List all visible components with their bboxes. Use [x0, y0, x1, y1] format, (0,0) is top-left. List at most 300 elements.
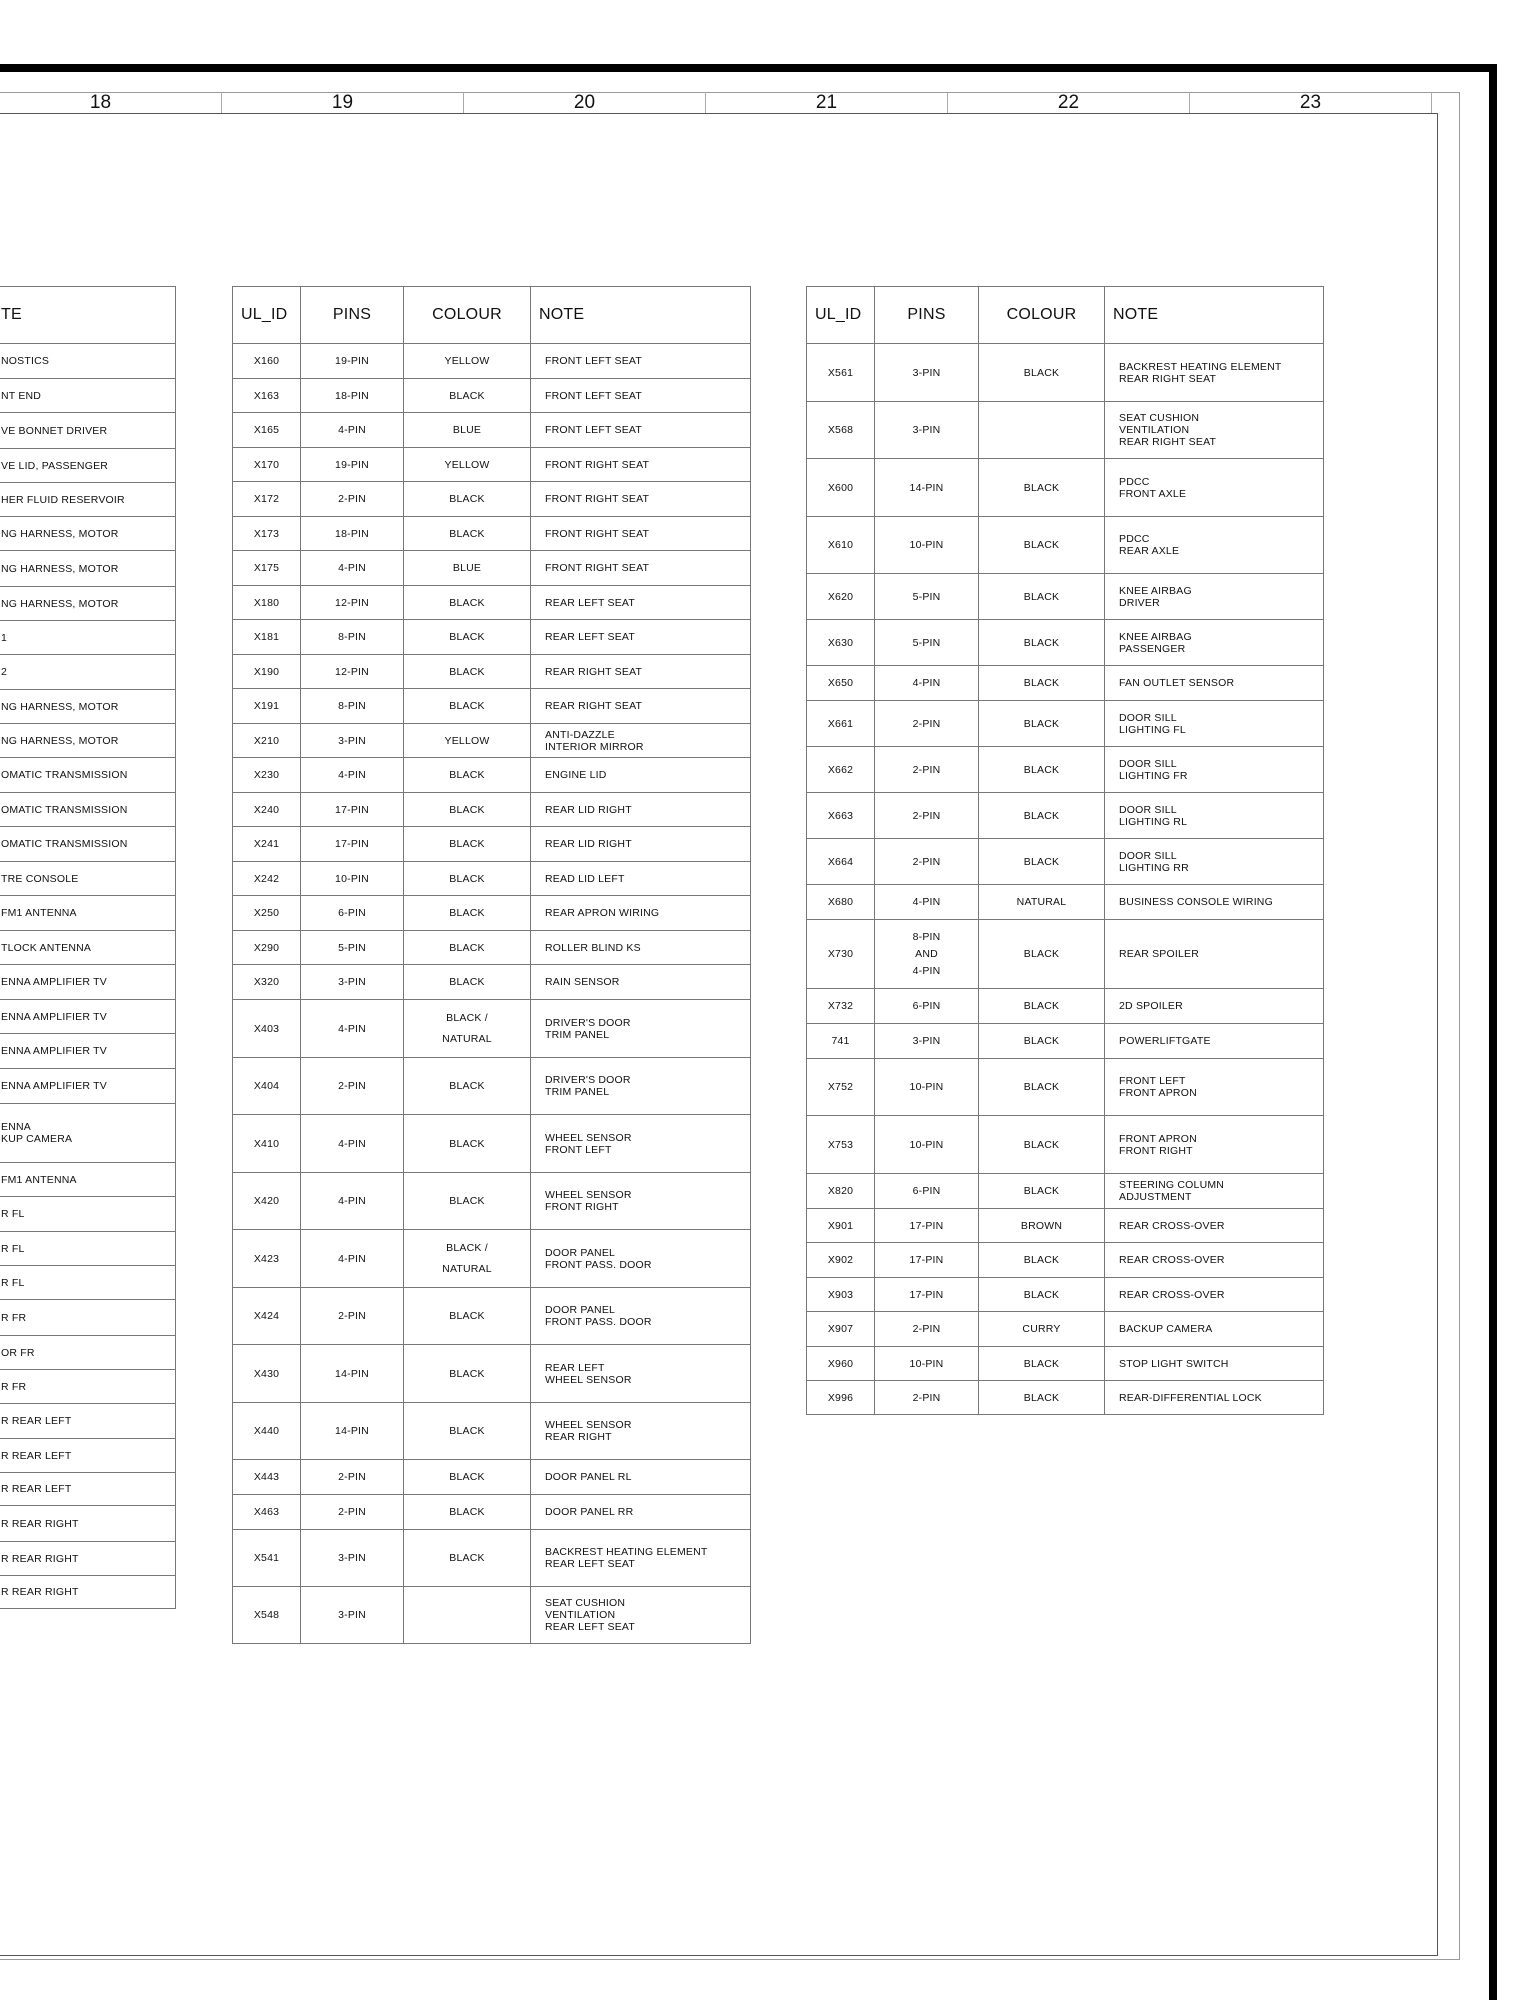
pins-cell: 2-PIN: [301, 1460, 404, 1495]
ul-id-cell: X662: [807, 747, 875, 793]
colour-cell: BLACK: [979, 517, 1105, 574]
table-row: [233, 1115, 751, 1173]
grid-column-number: 19: [222, 92, 464, 113]
pins-cell: 14-PIN: [875, 459, 979, 517]
ul-id-cell: X250: [233, 896, 301, 931]
cell-text-line: NATURAL: [442, 1032, 492, 1045]
table-row: [233, 1000, 751, 1058]
cell-text-line: R FR: [1, 1380, 27, 1393]
grid-column-number: 22: [948, 92, 1190, 113]
cell-text-line: ROLLER BLIND KS: [545, 941, 641, 954]
cell-text-line: DOOR PANEL RL: [545, 1471, 632, 1483]
ul-id-cell: X440: [233, 1403, 301, 1460]
note-cell: [531, 655, 751, 689]
grid-column-number: 21: [706, 92, 948, 113]
ul-id-cell: X163: [233, 379, 301, 413]
pins-cell: 5-PIN: [875, 620, 979, 666]
note-cell: [0, 758, 176, 793]
note-cell: [531, 862, 751, 896]
table-row: [233, 1058, 751, 1115]
note-cell: [0, 793, 176, 827]
table-row: [807, 1024, 1324, 1059]
pins-cell: 4-PIN: [301, 551, 404, 586]
table-row: [807, 1209, 1324, 1243]
colour-cell: CURRY: [979, 1312, 1105, 1347]
table-row: [0, 413, 176, 449]
note-cell: [0, 587, 176, 621]
table-row: [233, 1173, 751, 1230]
note-cell: [531, 724, 751, 758]
colour-cell: BLACK: [979, 1381, 1105, 1415]
cell-text-line: DOOR PANEL: [545, 1246, 616, 1259]
colour-cell: YELLOW: [404, 448, 531, 482]
cell-text-line: DOOR SILL: [1119, 757, 1177, 770]
connector-table-middle: [232, 286, 751, 1644]
table-row: [807, 885, 1324, 920]
pins-cell: 2-PIN: [301, 1058, 404, 1115]
grid-ruler: [0, 92, 1432, 113]
table-row: [807, 920, 1324, 989]
colour-cell: [404, 1230, 531, 1288]
cell-text-line: NOSTICS: [1, 355, 50, 367]
table-row: [233, 689, 751, 724]
cell-text-line: REAR AXLE: [1119, 545, 1180, 557]
table-row: [0, 344, 176, 379]
pins-cell: 18-PIN: [301, 517, 404, 551]
cell-text-line: STOP LIGHT SWITCH: [1119, 1357, 1229, 1370]
note-cell: [531, 931, 751, 965]
note-cell: [531, 620, 751, 655]
ul-id-cell: X170: [233, 448, 301, 482]
pins-cell: 12-PIN: [301, 655, 404, 689]
cell-text-line: FRONT APRON: [1119, 1087, 1197, 1099]
note-cell: [0, 1506, 176, 1542]
colour-cell: [979, 402, 1105, 459]
ul-id-cell: X820: [807, 1174, 875, 1209]
pins-cell: 4-PIN: [301, 1000, 404, 1058]
ul-id-cell: X548: [233, 1587, 301, 1644]
table-row: [0, 1506, 176, 1542]
cell-text-line: TLOCK ANTENNA: [1, 941, 92, 954]
ul-id-cell: X600: [807, 459, 875, 517]
table-row: [807, 517, 1324, 574]
colour-cell: BLACK: [404, 586, 531, 620]
colour-cell: BLACK: [979, 574, 1105, 620]
pins-cell: 8-PIN: [301, 620, 404, 655]
table-row: [807, 620, 1324, 666]
note-cell: [0, 1576, 176, 1609]
table-row: [233, 1587, 751, 1644]
note-cell: [0, 896, 176, 931]
ul-id-cell: X242: [233, 862, 301, 896]
pins-cell: 2-PIN: [875, 839, 979, 885]
table-row: [0, 1439, 176, 1473]
pins-cell: 4-PIN: [875, 885, 979, 920]
table-row: [807, 574, 1324, 620]
cell-text-line: FRONT RIGHT SEAT: [545, 562, 650, 574]
table-row: [0, 793, 176, 827]
pins-cell: 5-PIN: [875, 574, 979, 620]
cell-text-line: POWERLIFTGATE: [1119, 1035, 1211, 1047]
colour-cell: BLACK: [404, 1115, 531, 1173]
colour-cell: BLACK: [979, 1174, 1105, 1209]
ul-id-cell: X165: [233, 413, 301, 448]
table-row: [0, 621, 176, 655]
cell-text-line: ADJUSTMENT: [1119, 1191, 1192, 1203]
cell-text-line: TRIM PANEL: [545, 1028, 610, 1041]
cell-text-line: PDCC: [1119, 475, 1150, 488]
ul-id-cell: X960: [807, 1347, 875, 1381]
cell-text-line: R REAR RIGHT: [1, 1586, 79, 1598]
note-cell: [1105, 1209, 1324, 1243]
pins-cell: 2-PIN: [875, 701, 979, 747]
cell-text-line: R REAR LEFT: [1, 1449, 72, 1462]
cell-text-line: ENNA AMPLIFIER TV: [1, 976, 107, 988]
pins-cell: 10-PIN: [875, 1059, 979, 1116]
ul-id-cell: X320: [233, 965, 301, 1000]
note-cell: [1105, 885, 1324, 920]
cell-text-line: RAIN SENSOR: [545, 976, 620, 988]
note-cell: [531, 689, 751, 724]
table-row: [807, 1312, 1324, 1347]
ul-id-cell: X175: [233, 551, 301, 586]
colour-cell: BLACK: [404, 793, 531, 827]
cell-text-line: REAR SPOILER: [1119, 948, 1200, 960]
colour-cell: BROWN: [979, 1209, 1105, 1243]
table-row: [807, 344, 1324, 402]
cell-text-line: KNEE AIRBAG: [1119, 630, 1192, 643]
ul-id-cell: X424: [233, 1288, 301, 1345]
pins-header: PINS: [301, 287, 404, 344]
colour-cell: BLACK: [979, 666, 1105, 701]
cell-text-line: R FL: [1, 1276, 25, 1289]
cell-text-line: DRIVER: [1119, 596, 1160, 609]
table-row: [0, 1163, 176, 1197]
table-row: [0, 1370, 176, 1404]
pins-cell: 4-PIN: [301, 1173, 404, 1230]
cell-text-line: DOOR PANEL RR: [545, 1506, 634, 1518]
pins-cell: 4-PIN: [301, 758, 404, 793]
cell-text-line: FRONT RIGHT: [545, 1201, 619, 1213]
colour-cell: BLACK: [979, 620, 1105, 666]
table-row: [807, 1116, 1324, 1174]
table-row: [0, 1197, 176, 1232]
cell-text-line: REAR LEFT SEAT: [545, 631, 635, 643]
cell-text-line: FAN OUTLET SENSOR: [1119, 677, 1235, 689]
note-cell: [0, 965, 176, 1000]
note-cell: [1105, 1312, 1324, 1347]
ul-id-cell: X730: [807, 920, 875, 989]
cell-text-line: REAR LID RIGHT: [545, 803, 632, 816]
table-row: [233, 793, 751, 827]
cell-text-line: REAR RIGHT SEAT: [545, 700, 643, 712]
cell-text-line: BUSINESS CONSOLE WIRING: [1119, 896, 1273, 908]
note-header: NOTE: [531, 287, 751, 344]
colour-cell: YELLOW: [404, 724, 531, 758]
note-cell: [531, 482, 751, 517]
ul-id-cell: X907: [807, 1312, 875, 1347]
table-row: [0, 483, 176, 517]
ul-id-cell: X732: [807, 989, 875, 1024]
pins-cell: 19-PIN: [301, 448, 404, 482]
note-cell: [1105, 1024, 1324, 1059]
ul-id-cell: X541: [233, 1530, 301, 1587]
cell-text-line: VE BONNET DRIVER: [1, 424, 108, 437]
pins-cell: 14-PIN: [301, 1345, 404, 1403]
pins-cell: 2-PIN: [301, 482, 404, 517]
table-row: [0, 1473, 176, 1506]
cell-text-line: FRONT RIGHT SEAT: [545, 493, 650, 505]
ul-id-cell: X561: [807, 344, 875, 402]
cell-text-line: R FR: [1, 1311, 27, 1324]
cell-text-line: SEAT CUSHION: [1119, 412, 1200, 424]
colour-cell: BLACK: [404, 827, 531, 862]
cell-text-line: VENTILATION: [545, 1609, 616, 1621]
note-cell: [0, 931, 176, 965]
cell-text-line: REAR APRON WIRING: [545, 907, 660, 919]
cell-text-line: REAR LEFT SEAT: [545, 596, 635, 609]
cell-text-line: REAR RIGHT SEAT: [545, 665, 643, 678]
note-cell: [0, 724, 176, 758]
pins-header: PINS: [875, 287, 979, 344]
colour-header: COLOUR: [404, 287, 531, 344]
cell-text-line: REAR CROSS-OVER: [1119, 1254, 1225, 1266]
grid-column-number: 20: [464, 92, 706, 113]
ul-id-cell: X430: [233, 1345, 301, 1403]
table-row: [233, 724, 751, 758]
cell-text-line: NT END: [1, 389, 42, 402]
table-row: [0, 517, 176, 551]
cell-text-line: WHEEL SENSOR: [545, 1189, 632, 1201]
note-cell: [531, 448, 751, 482]
cell-text-line: R REAR RIGHT: [1, 1552, 79, 1565]
colour-cell: BLACK: [404, 620, 531, 655]
table-row: [0, 379, 176, 413]
colour-cell: BLACK: [979, 1059, 1105, 1116]
note-cell: [531, 344, 751, 379]
cell-text-line: PDCC: [1119, 533, 1150, 545]
note-cell: [1105, 1347, 1324, 1381]
pins-cell: 2-PIN: [875, 793, 979, 839]
cell-text-line: FM1 ANTENNA: [1, 907, 77, 919]
colour-cell: BLACK: [404, 965, 531, 1000]
pins-cell: 4-PIN: [875, 666, 979, 701]
ul-id-cell: X290: [233, 931, 301, 965]
ul-id-cell: X420: [233, 1173, 301, 1230]
ul-id-cell: X630: [807, 620, 875, 666]
colour-cell: BLACK: [979, 1116, 1105, 1174]
ul-id-cell: X181: [233, 620, 301, 655]
cell-text-line: BACKUP CAMERA: [1119, 1323, 1213, 1335]
pins-cell: 18-PIN: [301, 379, 404, 413]
cell-text-line: REAR LEFT SEAT: [545, 1621, 635, 1633]
table-row: [233, 1230, 751, 1288]
cell-text-line: NATURAL: [442, 1262, 492, 1275]
table-row: [233, 448, 751, 482]
table-row: [0, 965, 176, 1000]
cell-text-line: FRONT RIGHT: [1119, 1144, 1193, 1157]
cell-text-line: FRONT RIGHT SEAT: [545, 458, 650, 471]
cell-text-line: READ LID LEFT: [545, 872, 625, 885]
table-row: [0, 449, 176, 483]
ul-id-cell: X173: [233, 517, 301, 551]
note-cell: [531, 1495, 751, 1530]
note-cell: [1105, 1116, 1324, 1174]
table-row: [807, 1174, 1324, 1209]
pins-cell: 3-PIN: [301, 1530, 404, 1587]
cell-text-line: REAR RIGHT: [545, 1431, 612, 1443]
cell-text-line: REAR RIGHT SEAT: [1119, 372, 1217, 385]
ul-id-cell: X610: [807, 517, 875, 574]
note-cell: [0, 1034, 176, 1069]
cell-text-line: OMATIC TRANSMISSION: [1, 769, 128, 781]
cell-text-line: TRIM PANEL: [545, 1086, 610, 1098]
table-row: [0, 1266, 176, 1300]
note-cell: [531, 1173, 751, 1230]
ul-id-cell: X463: [233, 1495, 301, 1530]
ul-id-header: UL_ID: [807, 287, 875, 344]
table-row: [0, 1069, 176, 1104]
cell-text-line: 8-PIN: [912, 930, 941, 943]
table-row: [0, 1104, 176, 1163]
note-cell: [1105, 459, 1324, 517]
pins-cell: 3-PIN: [875, 1024, 979, 1059]
ul-id-cell: 741: [807, 1024, 875, 1059]
pins-cell: 3-PIN: [301, 724, 404, 758]
ul-id-cell: X901: [807, 1209, 875, 1243]
table-row: [0, 1034, 176, 1069]
note-cell: [0, 655, 176, 690]
pins-cell: 10-PIN: [301, 862, 404, 896]
table-row: [0, 1232, 176, 1266]
note-cell: [0, 483, 176, 517]
colour-cell: BLACK: [404, 1345, 531, 1403]
cell-text-line: VE LID, PASSENGER: [1, 459, 109, 472]
ul-id-cell: X664: [807, 839, 875, 885]
ul-id-cell: X680: [807, 885, 875, 920]
table-row: [0, 1336, 176, 1370]
cell-text-line: STEERING COLUMN: [1119, 1179, 1225, 1191]
cell-text-line: FRONT PASS. DOOR: [545, 1258, 652, 1271]
table-row: [233, 1345, 751, 1403]
note-cell: [1105, 989, 1324, 1024]
table-row: [233, 413, 751, 448]
note-cell: [0, 449, 176, 483]
note-cell: [0, 1266, 176, 1300]
note-header: NOTE: [1105, 287, 1324, 344]
cell-text-line: 1: [1, 631, 8, 644]
note-cell: [1105, 1381, 1324, 1415]
note-cell: [531, 1230, 751, 1288]
cell-text-line: REAR LEFT: [545, 1361, 605, 1374]
cell-text-line: R FL: [1, 1208, 25, 1220]
note-cell: [0, 517, 176, 551]
table-row: [0, 1542, 176, 1576]
note-cell: [0, 1336, 176, 1370]
table-row: [807, 793, 1324, 839]
cell-text-line: WHEEL SENSOR: [545, 1373, 632, 1386]
cell-text-line: KNEE AIRBAG: [1119, 584, 1192, 597]
table-row: [807, 701, 1324, 747]
note-cell: [1105, 1059, 1324, 1116]
colour-cell: BLACK: [979, 920, 1105, 989]
table-row: [0, 931, 176, 965]
pins-cell: 17-PIN: [875, 1243, 979, 1278]
cell-text-line: AND: [915, 947, 938, 960]
colour-cell: [404, 1587, 531, 1644]
colour-cell: BLACK: [979, 1243, 1105, 1278]
grid-column-number: 18: [0, 92, 222, 113]
ul-id-cell: X210: [233, 724, 301, 758]
pins-cell: 3-PIN: [875, 344, 979, 402]
note-cell: [0, 862, 176, 896]
table-row: [0, 827, 176, 862]
note-cell: [531, 517, 751, 551]
table-row: [233, 482, 751, 517]
colour-cell: BLACK: [979, 747, 1105, 793]
cell-text-line: NG HARNESS, MOTOR: [1, 700, 119, 713]
table-row: [807, 1059, 1324, 1116]
colour-cell: BLACK: [979, 344, 1105, 402]
pins-cell: 14-PIN: [301, 1403, 404, 1460]
colour-cell: BLACK: [404, 1173, 531, 1230]
cell-text-line: TRE CONSOLE: [1, 872, 79, 885]
colour-cell: BLACK: [404, 931, 531, 965]
table-row: [233, 655, 751, 689]
cell-text-line: BACKREST HEATING ELEMENT: [545, 1546, 708, 1558]
pins-cell: 19-PIN: [301, 344, 404, 379]
note-cell: [1105, 1174, 1324, 1209]
cell-text-line: FM1 ANTENNA: [1, 1173, 77, 1186]
pins-cell: 8-PIN: [301, 689, 404, 724]
cell-text-line: SEAT CUSHION: [545, 1597, 626, 1609]
cell-text-line: REAR LID RIGHT: [545, 838, 632, 850]
pins-cell: 4-PIN: [301, 413, 404, 448]
note-cell: [0, 1542, 176, 1576]
note-cell: [0, 1000, 176, 1034]
note-cell: [0, 379, 176, 413]
colour-cell: BLACK: [404, 482, 531, 517]
ul-id-cell: X410: [233, 1115, 301, 1173]
cell-text-line: DOOR SILL: [1119, 849, 1177, 862]
table-row: [807, 666, 1324, 701]
ul-id-cell: X230: [233, 758, 301, 793]
cell-text-line: DOOR PANEL: [545, 1304, 616, 1316]
table-row: [233, 1403, 751, 1460]
cell-text-line: 2: [1, 666, 8, 678]
colour-cell: NATURAL: [979, 885, 1105, 920]
cell-text-line: ENGINE LID: [545, 769, 607, 781]
note-cell: [531, 379, 751, 413]
cell-text-line: FRONT LEFT SEAT: [545, 424, 642, 436]
cell-text-line: PASSENGER: [1119, 642, 1186, 655]
cell-text-line: R REAR RIGHT: [1, 1517, 79, 1530]
pins-cell: 2-PIN: [875, 747, 979, 793]
ul-id-cell: X423: [233, 1230, 301, 1288]
pins-cell: 17-PIN: [875, 1278, 979, 1312]
table-row: [0, 1576, 176, 1609]
colour-cell: BLACK: [979, 1278, 1105, 1312]
note-cell: [1105, 1278, 1324, 1312]
cell-text-line: REAR-DIFFERENTIAL LOCK: [1119, 1391, 1262, 1404]
colour-cell: BLACK: [404, 1058, 531, 1115]
cell-text-line: NG HARNESS, MOTOR: [1, 597, 119, 610]
table-row: [807, 459, 1324, 517]
cell-text-line: REAR CROSS-OVER: [1119, 1219, 1225, 1232]
ul-id-cell: X568: [807, 402, 875, 459]
ul-id-cell: X902: [807, 1243, 875, 1278]
colour-cell: BLACK: [404, 379, 531, 413]
